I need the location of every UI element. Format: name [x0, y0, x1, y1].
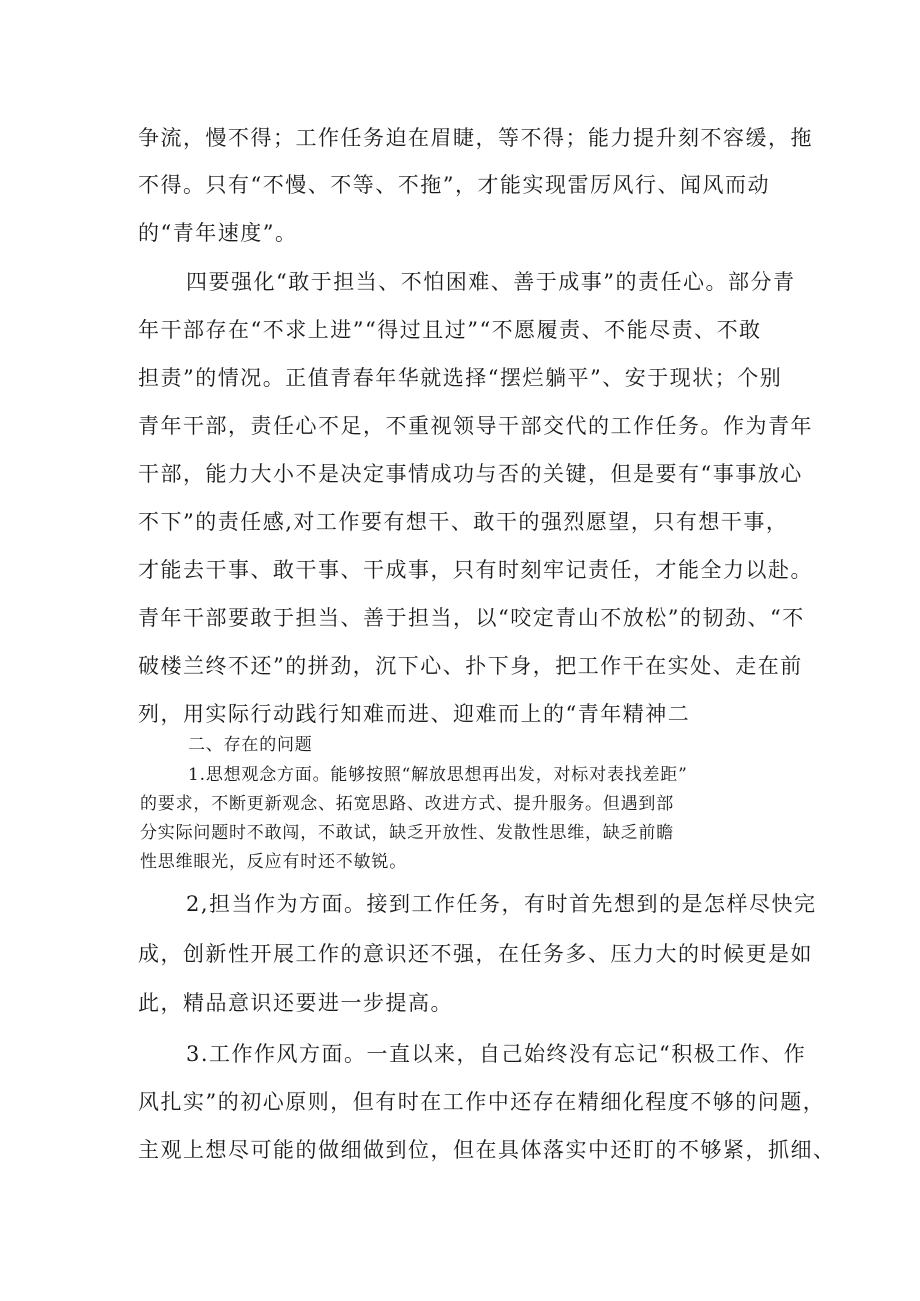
paragraph-line: 2,担当作为方面。接到工作任务，有时首先想到的是怎样尽快完 [186, 892, 817, 916]
paragraph-line: 3.工作作风方面。一直以来，自己始终没有忘记“积极工作、作 [186, 1042, 807, 1066]
paragraph-line: 四要强化“敢于担当、不怕困难、善于成事”的责任心。部分青 [186, 270, 796, 294]
paragraph-line: 1.思想观念方面。能够按照“解放思想再出发，对标对表找差距” [188, 765, 688, 785]
paragraph-line: 的“青年速度”。 [138, 221, 298, 245]
paragraph-line: 担责”的情况。正值青春年华就选择“摆烂躺平”、安于现状；个别 [138, 366, 783, 390]
paragraph-line: 争流，慢不得；工作任务迫在眉睫，等不得；能力提升刻不容缓，拖 [138, 126, 813, 150]
paragraph-line: 性思维眼光，反应有时还不敏锐。 [140, 852, 407, 872]
paragraph-line: 青年干部，责任心不足，不重视领导干部交代的工作任务。作为青年 [138, 414, 813, 438]
paragraph-line: 年干部存在“不求上进”“得过且过”“不愿履责、不能尽责、不敢 [138, 318, 762, 342]
paragraph-line: 破楼兰终不还”的拼劲，沉下心、扑下身，把工作干在实处、走在前 [138, 654, 803, 678]
paragraph-line: 的要求，不断更新观念、拓宽思路、改进方式、提升服务。但遇到部 [140, 794, 674, 814]
paragraph-line: 青年干部要敢于担当、善于担当，以“咬定青山不放松”的韧劲、“不 [138, 606, 805, 630]
paragraph-line: 风扎实”的初心原则，但有时在工作中还存在精细化程度不够的问题， [138, 1090, 826, 1114]
paragraph-line: 此，精品意识还要进一步提高。 [138, 991, 453, 1015]
section-heading: 二、存在的问题 [188, 735, 313, 755]
paragraph-line: 主观上想尽可能的做细做到位，但在具体落实中还盯的不够紧，抓细、 [138, 1138, 836, 1162]
paragraph-line: 不下”的责任感,对工作要有想干、敢干的强烈愿望，只有想干事， [138, 510, 789, 534]
paragraph-line: 不得。只有“不慢、不等、不拖”，才能实现雷厉风行、闻风而动 [138, 173, 770, 197]
paragraph-line: 才能去干事、敢干事、干成事，只有时刻牢记责任，才能全力以赴。 [138, 558, 813, 582]
paragraph-line: 分实际问题时不敢闯，不敢试，缺乏开放性、发散性思维，缺乏前瞻 [140, 823, 674, 843]
paragraph-line: 成，创新性开展工作的意识还不强，在任务多、压力大的时候更是如 [138, 942, 813, 966]
paragraph-line: 干部，能力大小不是决定事情成功与否的关键，但是要有“事事放心 [138, 462, 803, 486]
paragraph-line: 列，用实际行动践行知难而进、迎难而上的“青年精神二 [138, 702, 691, 726]
